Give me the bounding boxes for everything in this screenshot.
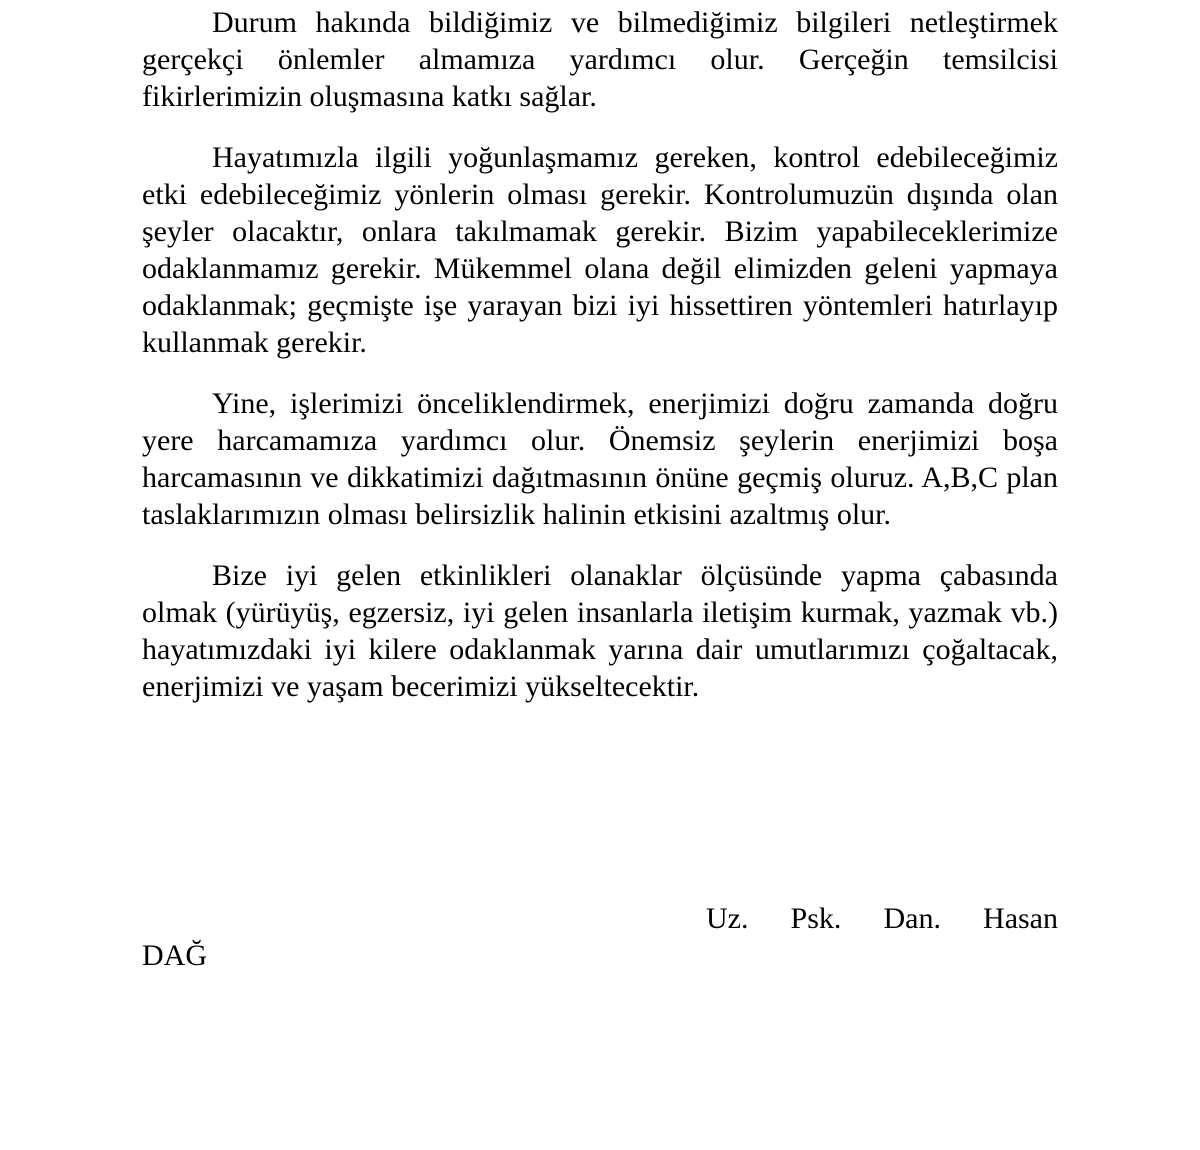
paragraph-1: Durum hakında bildiğimiz ve bilmediğimiz bilgileri netleştirmek gerçekçi önlemler almamıza yardımcı olur. Gerçeğin temsilcisi fikirlerimizin oluşmasına katkı sağlar.	[142, 6, 1058, 113]
signature-block	[142, 900, 1058, 974]
paragraph-2: Hayatımızla ilgili yoğunlaşmamız gereken, kontrol edebileceğimiz etki edebileceğimiz yönlerin olması gerekir. Kontrolumuzün dışında olan şeyler olacaktır, onlara takılmamak gerekir. Bizim yapabileceklerimize odaklanmamız gerekir. Mükemmel olana değil elimizden geleni yapmaya odaklanmak; geçmişte işe yarayan bizi iyi hissettiren yöntemleri hatırlayıp kullanmak gerekir.	[142, 141, 1058, 359]
signature-name-line: Uz. Psk. Dan. Hasan	[706, 902, 1058, 935]
document-body	[142, 4, 1058, 729]
paragraph-3: Yine, işlerimizi önceliklendirmek, enerjimizi doğru zamanda doğru yere harcamamıza yardımcı olur. Önemsiz şeylerin enerjimizi boşa harcamasının ve dikkatimizi dağıtmasının önüne geçmiş oluruz. A,B,C plan taslaklarımızın olması belirsizlik halinin etkisini azaltmış olur.	[142, 387, 1058, 531]
signature-surname-line: DAĞ	[142, 939, 207, 972]
paragraph-4: Bize iyi gelen etkinlikleri olanaklar ölçüsünde yapma çabasında olmak (yürüyüş, egzersiz, iyi gelen insanlarla iletişim kurmak, yazmak vb.) hayatımızdaki iyi kilere odaklanmak yarına dair umutlarımızı çoğaltacak, enerjimizi ve yaşam becerimizi yükseltecektir.	[142, 559, 1058, 703]
